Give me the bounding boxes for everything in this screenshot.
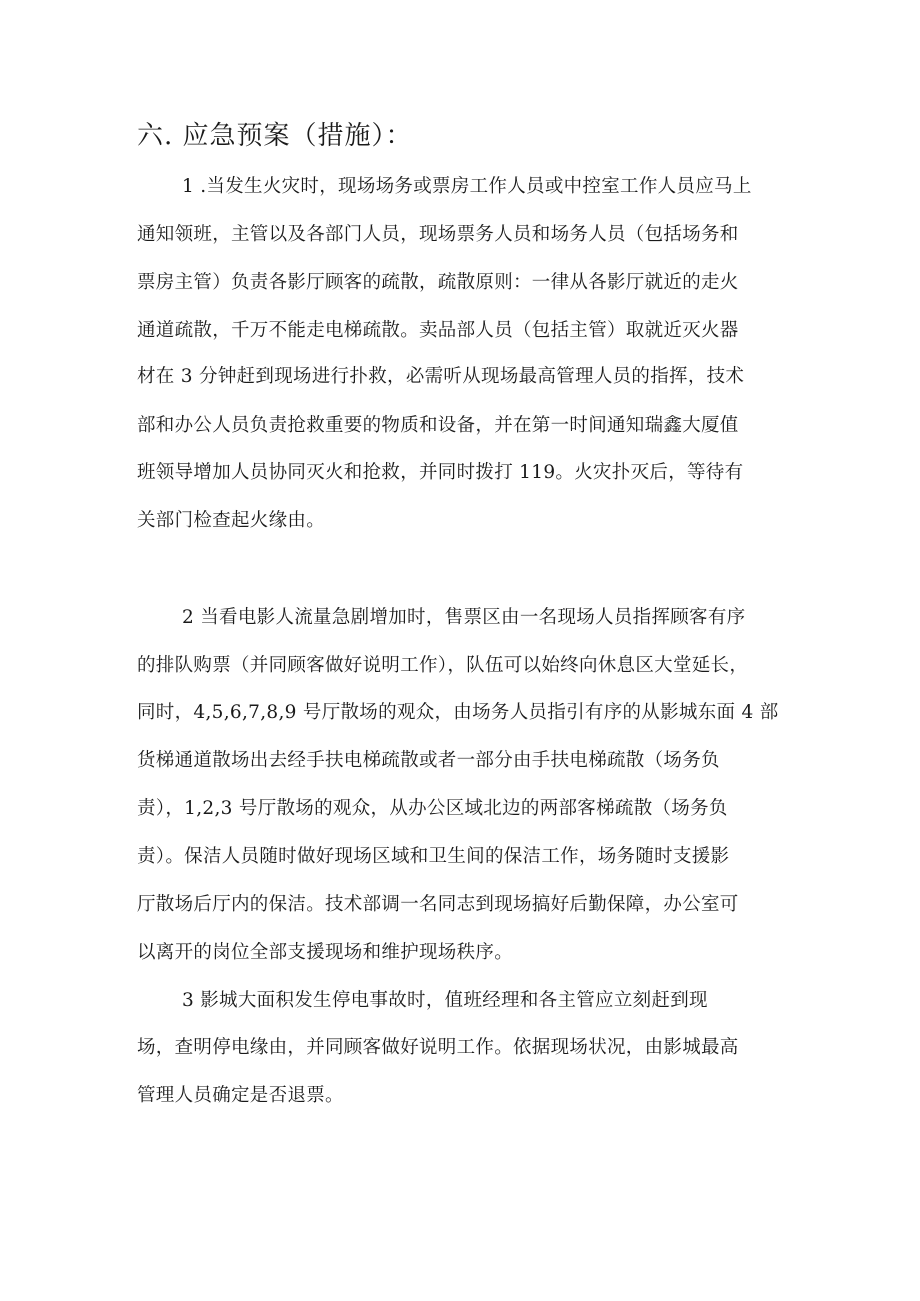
paragraph-3-line-2: 场，查明停电缘由，并同顾客做好说明工作。依据现场状况，由影城最高 <box>137 1037 739 1058</box>
paragraph-1-line-5: 材在 3 分钟赶到现场进行扑救，必需听从现场最高管理人员的指挥，技术 <box>137 366 745 387</box>
paragraph-2-line-3: 同时，4,5,6,7,8,9 号厅散场的观众，由场务人员指引有序的从影城东面 4 部 <box>137 702 779 723</box>
paragraph-1-line-1: 1 .当发生火灾时，现场场务或票房工作人员或中控室工作人员应马上 <box>182 176 752 197</box>
paragraph-2-line-4: 货梯通道散场出去经手扶电梯疏散或者一部分由手扶电梯疏散（场务负 <box>137 750 720 771</box>
paragraph-1-line-8: 关部门检查起火缘由。 <box>137 510 326 531</box>
paragraph-1-line-7: 班领导增加人员协同灭火和抢救，并同时拨打 119。火灾扑灭后，等待有 <box>137 462 744 483</box>
paragraph-3-line-3: 管理人员确定是否退票。 <box>137 1085 344 1106</box>
paragraph-2-line-8: 以离开的岗位全部支援现场和维护现场秩序。 <box>137 942 514 963</box>
paragraph-2-line-5: 责），1,2,3 号厅散场的观众，从办公区域北边的两部客梯疏散（场务负 <box>137 798 728 819</box>
paragraph-3-line-1: 3 影城大面积发生停电事故时，值班经理和各主管应立刻赶到现 <box>182 990 708 1011</box>
paragraph-1-line-3: 票房主管）负责各影厅顾客的疏散，疏散原则：一律从各影厅就近的走火 <box>137 272 739 293</box>
paragraph-2-line-6: 责）。保洁人员随时做好现场区域和卫生间的保洁工作，场务随时支援影 <box>137 846 730 867</box>
paragraph-1-line-6: 部和办公人员负责抢救重要的物质和设备，并在第一时间通知瑞鑫大厦值 <box>137 415 739 436</box>
paragraph-1-line-4: 通道疏散，千万不能走电梯疏散。卖品部人员（包括主管）取就近灭火器 <box>137 320 739 341</box>
paragraph-2-line-7: 厅散场后厅内的保洁。技术部调一名同志到现场搞好后勤保障，办公室可 <box>137 894 739 915</box>
paragraph-2-line-1: 2 当看电影人流量急剧增加时，售票区由一名现场人员指挥顾客有序 <box>182 607 746 628</box>
paragraph-1-line-2: 通知领班，主管以及各部门人员，现场票务人员和场务人员（包括场务和 <box>137 224 739 245</box>
section-heading: 六. 应急预案（措施）： <box>137 121 413 151</box>
paragraph-2-line-2: 的排队购票（并同顾客做好说明工作），队伍可以始终向休息区大堂延长， <box>137 655 749 676</box>
